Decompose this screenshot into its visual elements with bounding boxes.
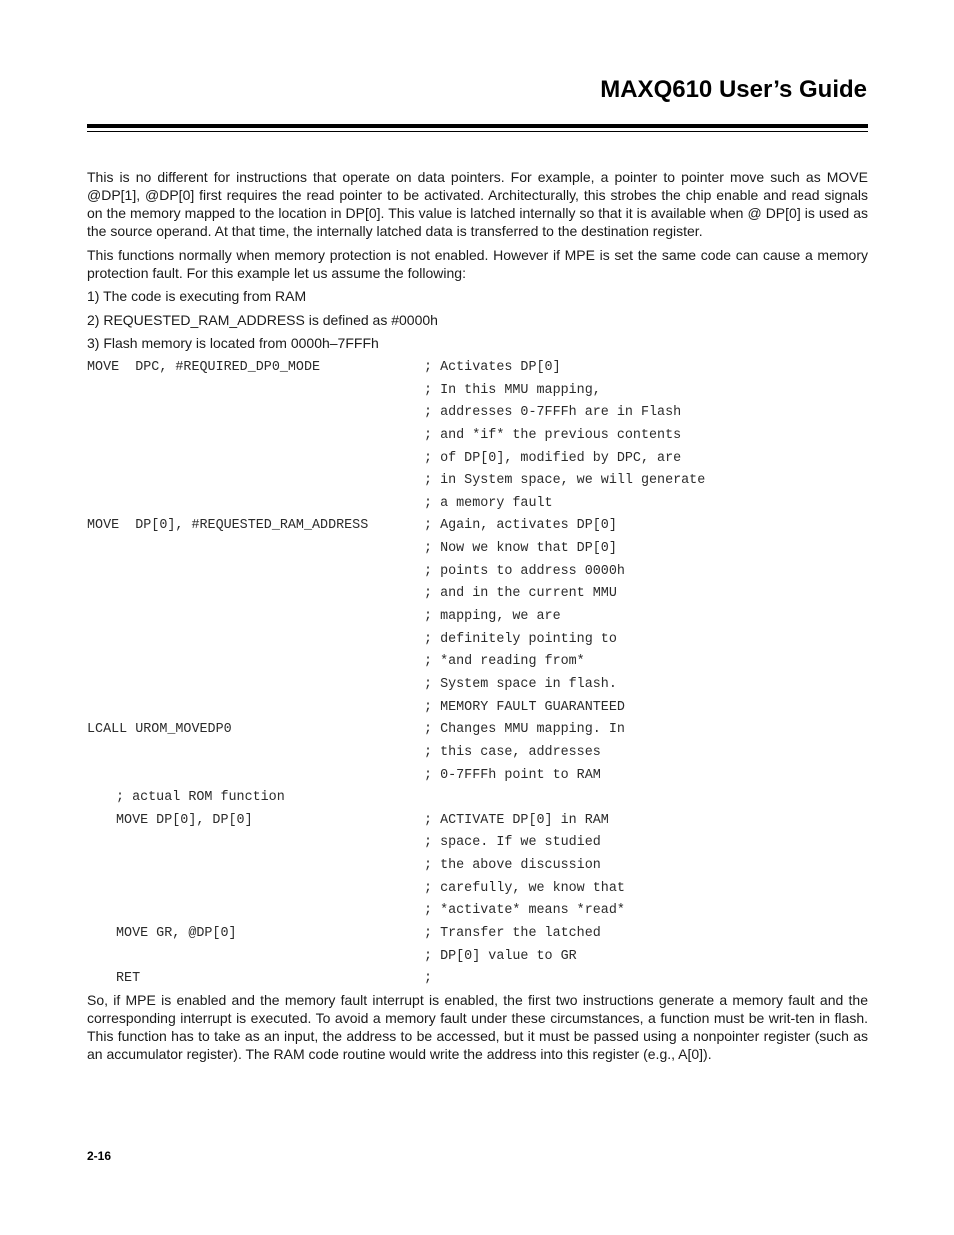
code-comment: ; In this MMU mapping, (424, 382, 601, 398)
code-line (87, 404, 868, 427)
code-comment: ; and *if* the previous contents (424, 427, 682, 443)
code-comment: ; in System space, we will generate (424, 473, 706, 489)
code-instruction: LCALL UROM_MOVEDP0 (87, 722, 232, 738)
code-comment: ; carefully, we know that (424, 880, 625, 896)
code-comment: ; Activates DP[0] (424, 360, 561, 375)
code-comment: ; ACTIVATE DP[0] in RAM (424, 812, 609, 828)
code-line (87, 970, 868, 993)
code-line (87, 721, 868, 744)
code-line (87, 857, 868, 880)
code-comment: ; Now we know that DP[0] (424, 541, 617, 557)
code-comment: ; points to address 0000h (424, 563, 625, 579)
code-line (87, 382, 868, 405)
code-comment: ; this case, addresses (424, 744, 601, 760)
code-line (87, 517, 868, 540)
paragraph-data-pointers: This is no different for instructions that operate on data pointers. For example, a pointer to pointer move such as MOVE @DP[1], @DP[0] first requires the read pointer to be activated. Architecturally, this strobes the chip enable and read signals on the memory mapped to the location in DP[0]. This value is latched internally so that it is available when @ DP[0] is used as the source operand. At that time, the internally latched data is transferred to the destination register. (87, 169, 868, 239)
list-item: 2) REQUESTED_RAM_ADDRESS is defined as #0000h (87, 312, 438, 328)
code-comment: ; of DP[0], modified by DPC, are (424, 450, 682, 466)
list-item: 3) Flash memory is located from 0000h–7FFFh (87, 335, 379, 351)
code-comment: ; DP[0] value to GR (424, 948, 577, 964)
list-item: 1) The code is executing from RAM (87, 288, 307, 304)
code-line (87, 834, 868, 857)
code-line (87, 608, 868, 631)
code-comment: ; mapping, we are (424, 609, 561, 625)
code-line (87, 563, 868, 586)
code-line (87, 585, 868, 608)
code-instruction: ; actual ROM function (116, 790, 285, 806)
code-comment: ; definitely pointing to (424, 631, 617, 647)
code-line (87, 948, 868, 971)
paragraph-conclusion: So, if MPE is enabled and the memory fault interrupt is enabled, the first two instructions generate a memory fault and the corresponding interrupt is executed. To avoid a memory fault under these circumstances, a function must be writ-ten in flash. This function has to take as an input, the address to be accessed, but it must be passed using a nonpointer register (such as an accumulator register). The RAM code routine would write the address into this register (e.g., A[0]). (87, 992, 868, 1062)
code-comment: ; and in the current MMU (424, 586, 617, 602)
code-line (87, 902, 868, 925)
code-comment: ; addresses 0-7FFFh are in Flash (424, 405, 682, 421)
code-comment: ; MEMORY FAULT GUARANTEED (424, 699, 625, 715)
code-line (87, 427, 868, 450)
code-instruction: MOVE DP[0], DP[0] (116, 812, 253, 828)
code-line (87, 699, 868, 722)
code-line (87, 880, 868, 903)
code-instruction: MOVE DPC, #REQUIRED_DP0_MODE (87, 360, 321, 375)
code-comment: ; *and reading from* (424, 654, 585, 670)
code-instruction: MOVE DP[0], #REQUESTED_RAM_ADDRESS (87, 518, 369, 534)
code-line (87, 540, 868, 563)
code-line (87, 744, 868, 767)
code-comment: ; a memory fault (424, 495, 553, 511)
code-line (87, 631, 868, 654)
code-instruction: MOVE GR, @DP[0] (116, 926, 237, 942)
page-title: MAXQ610 User’s Guide (600, 76, 867, 103)
code-line (87, 653, 868, 676)
code-instruction: RET (116, 971, 141, 987)
code-comment: ; Changes MMU mapping. In (424, 722, 625, 738)
paragraph-memory-protection: This functions normally when memory protection is not enabled. However if MPE is set the same code can cause a memory protection fault. For this example let us assume the following: (87, 247, 868, 281)
code-listing (87, 359, 868, 993)
code-line (87, 359, 868, 382)
code-line (87, 450, 868, 473)
code-comment: ; Transfer the latched (424, 926, 601, 942)
code-line (87, 925, 868, 948)
code-comment: ; the above discussion (424, 858, 601, 874)
code-comment: ; *activate* means *read* (424, 903, 625, 919)
code-line (87, 812, 868, 835)
code-comment: ; Again, activates DP[0] (424, 518, 617, 534)
code-comment: ; (424, 971, 433, 987)
code-comment: ; 0-7FFFh point to RAM (424, 767, 601, 783)
code-line (87, 767, 868, 790)
code-line (87, 676, 868, 699)
code-comment: ; System space in flash. (424, 676, 617, 692)
code-comment: ; space. If we studied (424, 835, 601, 851)
code-line (87, 789, 868, 812)
header-rule-thin (87, 131, 868, 132)
page-number: 2-16 (87, 1149, 112, 1163)
code-line (87, 472, 868, 495)
header-rule-thick (87, 124, 868, 128)
code-line (87, 495, 868, 518)
